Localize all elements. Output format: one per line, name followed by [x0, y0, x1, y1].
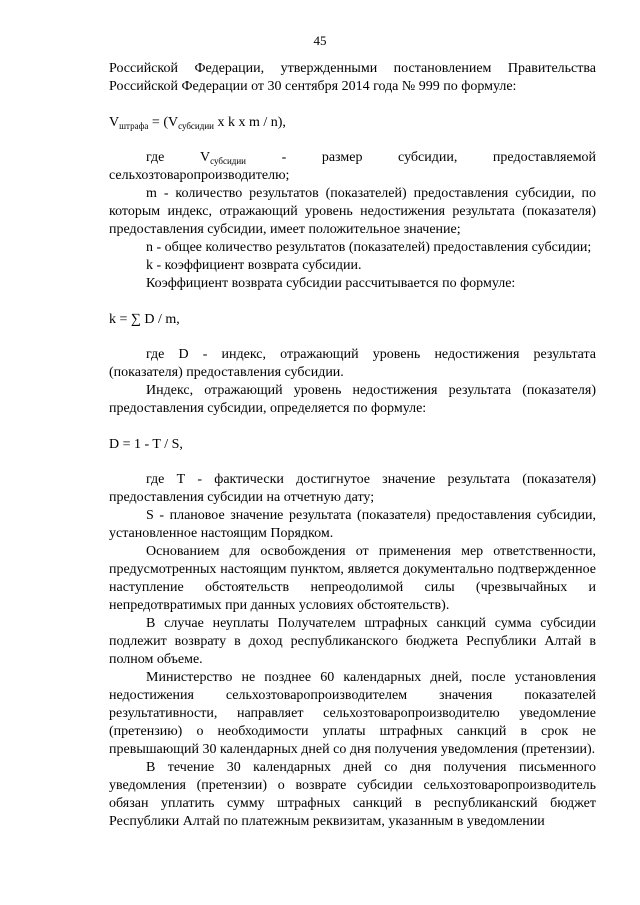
text-column: [109, 60, 596, 831]
exemption-paragraph: Основанием для освобождения от применения мер ответственности, предусмотренных настоящим пунктом, является документально подтвержденное наступление обстоятельств непреодолимой силы (чрезвычайных и непредотвратимых при данных условиях обстоятельств).: [109, 544, 596, 613]
formula-fine: $V_{штрафа} = (V_{субсидии}$ x k x m / n),: [109, 115, 286, 131]
formula-index: D = 1 - T / S,: [109, 437, 183, 452]
formula-coefficient: k = ∑ D / m,: [109, 312, 180, 327]
where-v-line: где $V_{субсидии}$ - размер субсидии, предоставляемой: [146, 150, 597, 166]
definition-d: где D - индекс, отражающий уровень недостижения результата (показателя) предоставления субсидии.: [109, 347, 596, 380]
intro-paragraph: Российской Федерации, утвержденными постановлением Правительства Российской Федерации от 30 сентября 2014 года № 999 по формуле:: [109, 61, 596, 94]
definition-n: n - общее количество результатов (показателей) предоставления субсидии;: [146, 240, 592, 255]
ministry-paragraph: Министерство не позднее 60 календарных дней, после установления недостижения сельхозтоваропроизводителем значения показателей результативности, направляет сельхозтоваропроизводителю уведомление (претензию) о необходимости уплаты штрафных санкций в срок не превышающий 30 календарных дней со дня получения уведомления (претензии).: [109, 670, 596, 757]
payment-deadline-paragraph: В течение 30 календарных дней со дня получения письменного уведомления (претензии) о возврате субсидии сельхозтоваропроизводитель обязан уплатить сумму штрафных санкций в республиканский бюджет Республики Алтай по платежным реквизитам, указанным в уведомлении: [109, 760, 596, 829]
page-number: 45: [313, 33, 327, 48]
coefficient-intro: Коэффициент возврата субсидии рассчитывается по формуле:: [146, 276, 516, 291]
definition-s: S - плановое значение результата (показателя) предоставления субсидии, установленное настоящим Порядком.: [109, 508, 596, 541]
definition-t: где Т - фактически достигнутое значение результата (показателя) предоставления субсидии на отчетную дату;: [109, 472, 596, 505]
index-intro: Индекс, отражающий уровень недостижения результата (показателя) предоставления субсидии, определяется по формуле:: [109, 383, 596, 416]
where-v-continuation: сельхозтоваропроизводителю;: [109, 168, 290, 183]
definition-k: k - коэффициент возврата субсидии.: [146, 258, 362, 273]
definition-m: m - количество результатов (показателей) предоставления субсидии, по которым индекс, отражающий уровень недостижения результата (показателя) предоставления субсидии, имеет положительное значение;: [109, 186, 596, 237]
nonpayment-paragraph: В случае неуплаты Получателем штрафных санкций сумма субсидии подлежит возврату в доход республиканского бюджета Республики Алтай в полном объеме.: [109, 616, 596, 667]
